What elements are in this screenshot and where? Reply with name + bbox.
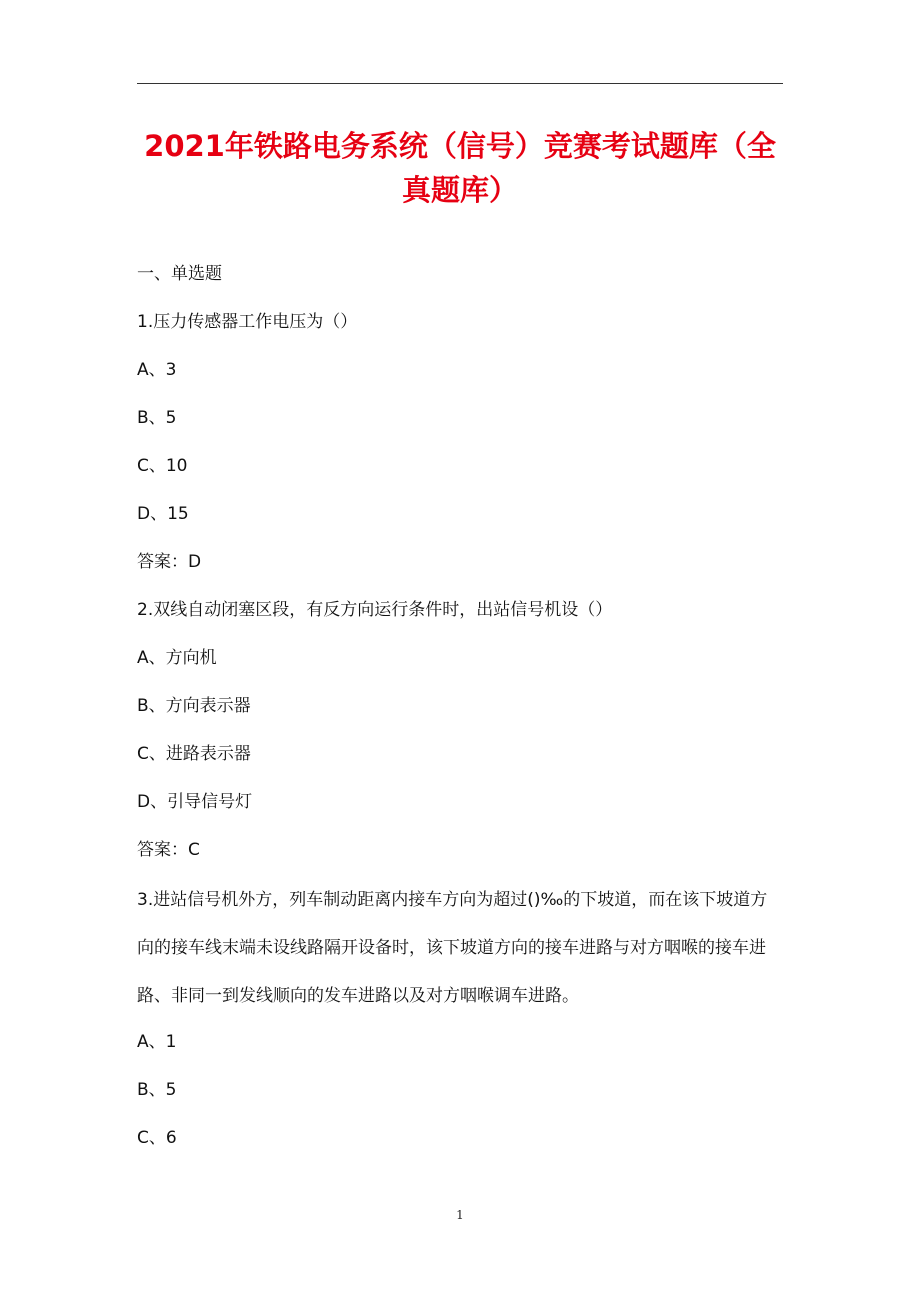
question-2-option-c: C、进路表示器 xyxy=(137,744,251,764)
page-number: 1 xyxy=(456,1208,464,1222)
question-2-option-a: A、方向机 xyxy=(137,648,217,668)
header-rule xyxy=(137,83,783,84)
question-3-option-c: C、6 xyxy=(137,1128,177,1148)
question-1-option-a: A、3 xyxy=(137,360,177,380)
question-2-option-d: D、引导信号灯 xyxy=(137,792,253,812)
question-2-stem: 2.双线自动闭塞区段，有反方向运行条件时，出站信号机设（） xyxy=(137,600,613,620)
document-title: 2021年铁路电务系统（信号）竞赛考试题库（全真题库） xyxy=(144,129,776,207)
question-3-option-a: A、1 xyxy=(137,1032,177,1052)
question-1-option-b: B、5 xyxy=(137,408,177,428)
question-3-stem: 3.进站信号机外方，列车制动距离内接车方向为超过()‰的下坡道，而在该下坡道方向的接车线末端未设线路隔开设备时，该下坡道方向的接车进路与对方咽喉的接车进路、非同一到发线顺向的发车进路以及对方咽喉调车进路。 xyxy=(137,890,768,1006)
question-1-stem: 1.压力传感器工作电压为（） xyxy=(137,312,358,332)
question-1-answer: 答案：D xyxy=(137,552,202,572)
question-3-option-b: B、5 xyxy=(137,1080,177,1100)
question-1-option-c: C、10 xyxy=(137,456,188,476)
section-heading: 一、单选题 xyxy=(137,264,222,284)
question-2-answer: 答案：C xyxy=(137,840,200,860)
question-1-option-d: D、15 xyxy=(137,504,189,524)
question-2-option-b: B、方向表示器 xyxy=(137,696,251,716)
